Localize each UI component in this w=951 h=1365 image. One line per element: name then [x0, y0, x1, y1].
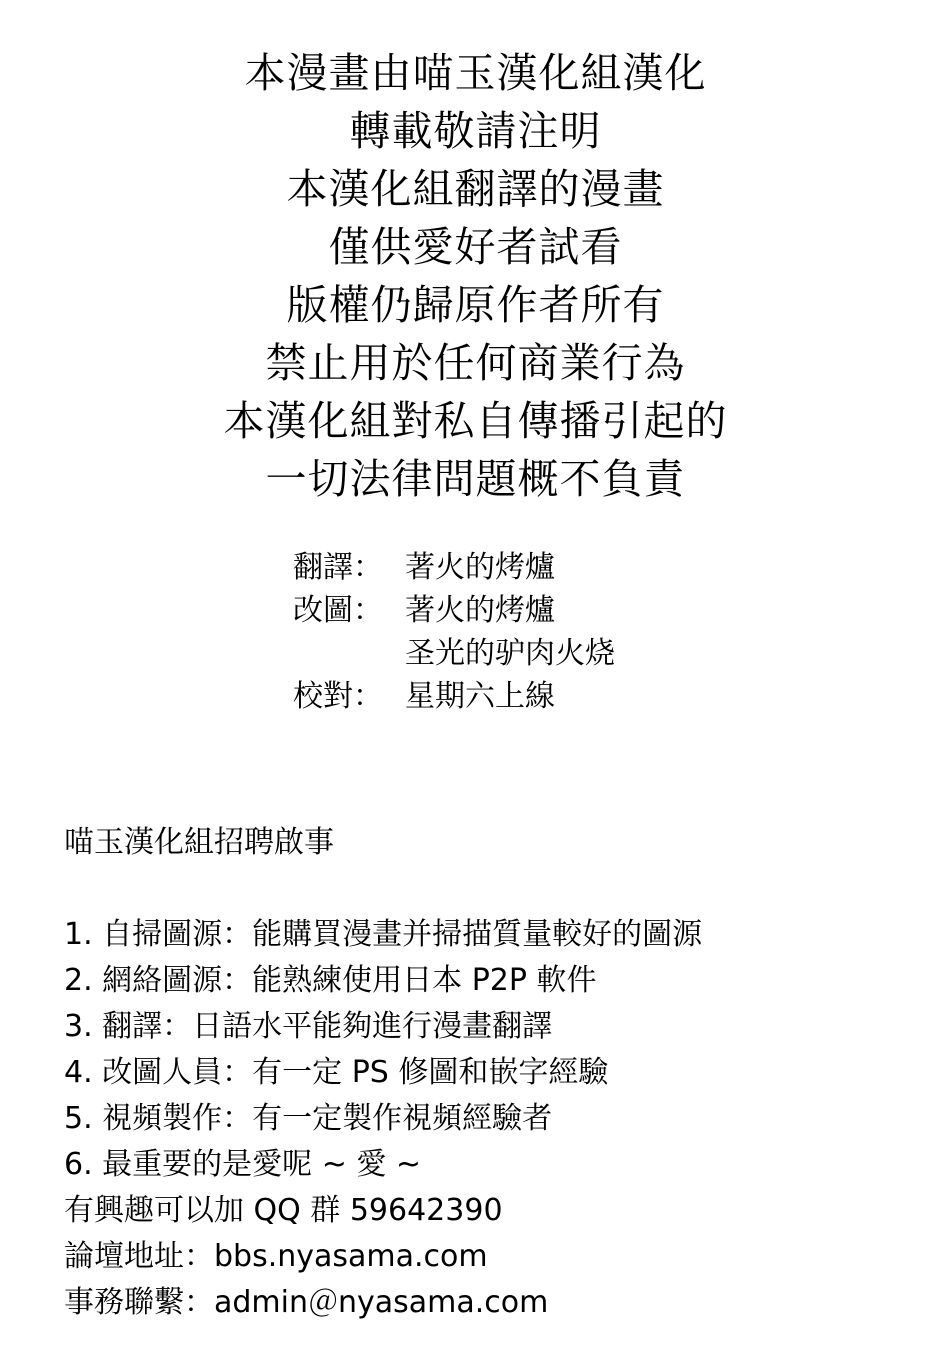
credit-name: 星期六上線	[405, 679, 555, 714]
credit-role-label: 改圖：	[293, 593, 383, 628]
credit-names	[405, 675, 555, 718]
credit-names	[405, 589, 615, 675]
staff-credits	[293, 546, 615, 718]
recruitment-item: 1. 自掃圖源：能購買漫畫并掃描質量較好的圖源	[64, 917, 703, 952]
notice-line: 一切法律問題概不負責	[265, 455, 686, 503]
recruitment-item: 3. 翻譯：日語水平能夠進行漫畫翻譯	[64, 1009, 553, 1044]
recruitment-item: 6. 最重要的是愛呢 ~ 愛 ~	[64, 1147, 422, 1182]
notice-line: 本漢化組對私自傳播引起的	[223, 397, 728, 445]
notice-line: 僅供愛好者試看	[328, 223, 623, 271]
notice-line: 本漢化組翻譯的漫畫	[286, 165, 665, 213]
credit-role-label: 翻譯：	[293, 550, 383, 585]
notice-line: 本漫畫由喵玉漢化組漢化	[244, 49, 707, 97]
contact-email-line: 事務聯繫：admin＠nyasama.com	[64, 1285, 549, 1320]
credit-editing	[293, 589, 615, 675]
credit-name: 著火的烤爐	[405, 550, 555, 585]
recruitment-item: 5. 視頻製作：有一定製作視頻經驗者	[64, 1101, 553, 1136]
credit-name: 著火的烤爐	[405, 593, 555, 628]
qq-group-line: 有興趣可以加 QQ 群 59642390	[64, 1193, 503, 1228]
credit-role-label: 校對：	[293, 679, 383, 714]
credit-names	[405, 546, 555, 589]
recruitment-item: 4. 改圖人員：有一定 PS 修圖和嵌字經驗	[64, 1055, 609, 1090]
notice-line: 版權仍歸原作者所有	[286, 281, 665, 329]
credit-translation	[293, 546, 615, 589]
notice-line: 禁止用於任何商業行為	[265, 339, 686, 387]
recruitment-notice	[64, 820, 702, 1326]
credit-name: 圣光的驴肉火烧	[405, 636, 615, 671]
disclaimer-notice	[0, 44, 951, 508]
forum-address-line: 論壇地址：bbs.nyasama.com	[64, 1239, 488, 1274]
recruitment-list	[64, 912, 702, 1326]
recruitment-title: 喵玉漢化組招聘啟事	[64, 825, 334, 860]
credit-proofreading	[293, 675, 615, 718]
recruitment-item: 2. 網絡圖源：能熟練使用日本 P2P 軟件	[64, 963, 597, 998]
notice-line: 轉載敬請注明	[349, 107, 602, 155]
